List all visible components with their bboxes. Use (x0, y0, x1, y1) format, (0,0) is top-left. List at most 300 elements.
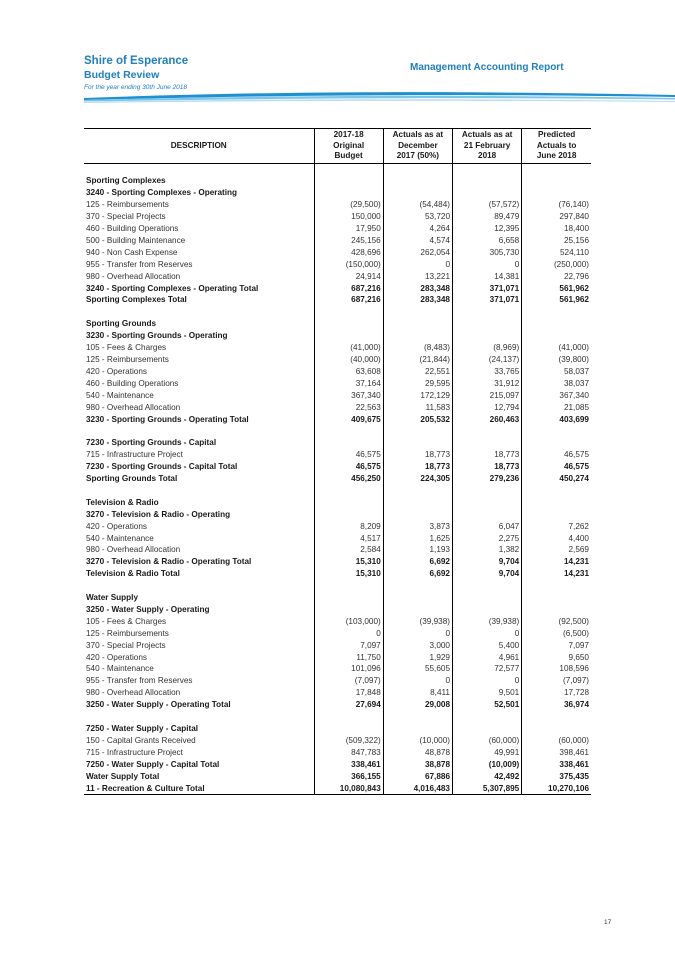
row-value: 17,728 (522, 687, 591, 699)
row-value: (39,800) (522, 354, 591, 366)
row-description: 7230 - Sporting Grounds - Capital Total (86, 462, 238, 472)
row-value: 524,110 (522, 247, 591, 259)
row-value (522, 592, 591, 604)
row-description: 3250 - Water Supply - Operating (86, 604, 210, 614)
table-row-spacer (84, 485, 591, 497)
table-row (84, 259, 591, 271)
table-body (84, 163, 591, 795)
table-row (84, 271, 591, 283)
row-value: 297,840 (522, 211, 591, 223)
row-value: 9,650 (522, 652, 591, 664)
row-value: (8,483) (383, 342, 452, 354)
table-row-heading (84, 759, 591, 771)
row-value: 1,382 (453, 544, 522, 556)
row-value (453, 163, 522, 175)
table-row (84, 652, 591, 664)
row-value (383, 163, 452, 175)
row-value: 22,551 (383, 366, 452, 378)
row-value: 150,000 (314, 211, 383, 223)
row-description: 500 - Building Maintenance (86, 235, 186, 245)
row-value: 14,231 (522, 568, 591, 580)
row-value: 27,694 (314, 699, 383, 711)
row-description: 7250 - Water Supply - Capital (86, 724, 199, 733)
row-value (383, 485, 452, 497)
row-value: 38,878 (383, 759, 452, 771)
row-value: 4,574 (383, 235, 452, 247)
row-description: Sporting Complexes (86, 176, 166, 186)
row-value (383, 175, 452, 187)
table-row-heading (84, 723, 591, 735)
row-value: (57,572) (453, 199, 522, 211)
row-value (383, 592, 452, 604)
row-description: 125 - Reimbursements (86, 354, 169, 364)
row-description: 940 - Non Cash Expense (86, 247, 178, 257)
table-row-heading (84, 473, 591, 485)
row-value: 63,608 (314, 366, 383, 378)
row-value: 17,848 (314, 687, 383, 699)
row-value (522, 306, 591, 318)
row-value (383, 711, 452, 723)
row-value: 375,435 (522, 771, 591, 783)
row-value: 29,008 (383, 699, 452, 711)
row-value: (92,500) (522, 616, 591, 628)
row-value (383, 437, 452, 449)
table-row (84, 366, 591, 378)
table-row (84, 675, 591, 687)
row-value: 6,658 (453, 235, 522, 247)
table-row (84, 533, 591, 545)
table-row (84, 663, 591, 675)
table-row-heading (84, 592, 591, 604)
row-value: 260,463 (453, 414, 522, 426)
row-value: 403,699 (522, 414, 591, 426)
row-value: 2,569 (522, 544, 591, 556)
row-value (522, 604, 591, 616)
table-row (84, 616, 591, 628)
row-value: 36,974 (522, 699, 591, 711)
row-description (84, 711, 314, 723)
row-value (314, 330, 383, 342)
table-row (84, 378, 591, 390)
row-value: 561,962 (522, 283, 591, 295)
row-value: 38,037 (522, 378, 591, 390)
report-subtitle: Budget Review (84, 69, 160, 81)
table-row-heading (84, 497, 591, 509)
row-value: 72,577 (453, 663, 522, 675)
row-value (522, 509, 591, 521)
row-value: 89,479 (453, 211, 522, 223)
table-row (84, 211, 591, 223)
row-value: (41,000) (314, 342, 383, 354)
column-header-line: 21 February (463, 140, 511, 150)
row-description: 980 - Overhead Allocation (86, 545, 181, 555)
row-value (314, 604, 383, 616)
row-value: 6,692 (383, 556, 452, 568)
row-description: 3230 - Sporting Grounds - Operating (86, 331, 228, 341)
row-description: 3270 - Television & Radio - Operating Total (86, 557, 252, 567)
row-value: 10,080,843 (314, 783, 383, 795)
column-header-line: 2017-18 (333, 130, 364, 139)
table-row-spacer (84, 425, 591, 437)
row-value: 8,209 (314, 521, 383, 533)
row-description: 3240 - Sporting Complexes - Operating Total (86, 283, 259, 293)
row-value (522, 318, 591, 330)
row-value: 172,129 (383, 390, 452, 402)
row-value (314, 723, 383, 735)
row-value: 371,071 (453, 294, 522, 306)
row-value: 6,692 (383, 568, 452, 580)
row-value: 49,991 (453, 747, 522, 759)
report-header (84, 55, 188, 92)
row-value: (41,000) (522, 342, 591, 354)
row-value (314, 187, 383, 199)
table-row (84, 544, 591, 556)
column-header (383, 129, 452, 164)
row-value: 18,773 (453, 461, 522, 473)
row-description: 715 - Infrastructure Project (86, 747, 183, 757)
row-value: 0 (383, 628, 452, 640)
row-value: 55,605 (383, 663, 452, 675)
row-description (84, 425, 314, 437)
row-value (383, 330, 452, 342)
row-value (453, 306, 522, 318)
row-value (383, 604, 452, 616)
row-value: (6,500) (522, 628, 591, 640)
column-header-line: Original (333, 140, 365, 150)
row-value (453, 318, 522, 330)
row-value: (7,097) (522, 675, 591, 687)
row-value: (150,000) (314, 259, 383, 271)
row-value: (10,009) (453, 759, 522, 771)
row-value: 338,461 (314, 759, 383, 771)
row-value: 0 (453, 675, 522, 687)
row-value: 7,097 (314, 640, 383, 652)
row-value: 847,783 (314, 747, 383, 759)
row-description: Sporting Grounds Total (86, 474, 178, 484)
row-value: 6,047 (453, 521, 522, 533)
row-description (84, 163, 314, 175)
row-description: 105 - Fees & Charges (86, 616, 167, 626)
row-value: 101,096 (314, 663, 383, 675)
row-value: (39,938) (383, 616, 452, 628)
row-description: 420 - Operations (86, 652, 147, 662)
row-value: 279,236 (453, 473, 522, 485)
column-header-line: Actuals to (536, 140, 577, 150)
row-value: 58,037 (522, 366, 591, 378)
row-value (522, 497, 591, 509)
row-value (314, 163, 383, 175)
row-value (314, 306, 383, 318)
row-value: 46,575 (314, 461, 383, 473)
row-value (453, 425, 522, 437)
row-description: 3270 - Television & Radio - Operating (86, 509, 231, 519)
row-value (383, 723, 452, 735)
table-row (84, 687, 591, 699)
row-value (314, 497, 383, 509)
row-value: (509,322) (314, 735, 383, 747)
row-value: 2,275 (453, 533, 522, 545)
row-value: 9,704 (453, 568, 522, 580)
row-value (522, 723, 591, 735)
row-value (314, 425, 383, 437)
table-row-heading (84, 175, 591, 187)
row-value (522, 580, 591, 592)
row-value: 33,765 (453, 366, 522, 378)
table-row (84, 223, 591, 235)
row-description: 540 - Maintenance (86, 664, 154, 674)
row-value: 1,929 (383, 652, 452, 664)
row-value: 5,400 (453, 640, 522, 652)
row-value: (39,938) (453, 616, 522, 628)
table-row-heading (84, 283, 591, 295)
table-row-heading (84, 187, 591, 199)
row-value: 18,773 (453, 449, 522, 461)
row-value (453, 604, 522, 616)
row-description (84, 306, 314, 318)
table-header-row (84, 129, 591, 164)
row-value (383, 497, 452, 509)
column-header-line (86, 151, 312, 162)
row-value (314, 509, 383, 521)
table-row-heading (84, 699, 591, 711)
row-description: 980 - Overhead Allocation (86, 688, 181, 698)
row-value: 1,625 (383, 533, 452, 545)
row-value: 14,381 (453, 271, 522, 283)
row-value: 37,164 (314, 378, 383, 390)
row-description: 370 - Special Projects (86, 212, 166, 222)
row-value: 67,886 (383, 771, 452, 783)
row-value: 17,950 (314, 223, 383, 235)
table-row (84, 235, 591, 247)
row-value: 42,492 (453, 771, 522, 783)
row-value: 18,773 (383, 461, 452, 473)
row-value: 18,773 (383, 449, 452, 461)
row-value: 4,016,483 (383, 783, 452, 795)
row-description: 540 - Maintenance (86, 390, 154, 400)
row-value: 21,085 (522, 402, 591, 414)
row-description: 125 - Reimbursements (86, 628, 169, 638)
row-description: 540 - Maintenance (86, 533, 154, 543)
row-value: 25,156 (522, 235, 591, 247)
row-value: 398,461 (522, 747, 591, 759)
row-value: (8,969) (453, 342, 522, 354)
row-value: 7,097 (522, 640, 591, 652)
row-description: 955 - Transfer from Reserves (86, 676, 193, 686)
table-row-heading (84, 414, 591, 426)
row-value: (10,000) (383, 735, 452, 747)
row-value (453, 723, 522, 735)
row-description: 420 - Operations (86, 521, 147, 531)
row-value (522, 425, 591, 437)
row-value: 13,221 (383, 271, 452, 283)
row-value (453, 580, 522, 592)
row-value: 5,307,895 (453, 783, 522, 795)
row-value: 215,097 (453, 390, 522, 402)
row-value: 456,250 (314, 473, 383, 485)
row-value: (60,000) (453, 735, 522, 747)
row-value: 245,156 (314, 235, 383, 247)
row-value: 22,796 (522, 271, 591, 283)
row-value: 10,270,106 (522, 783, 591, 795)
table-row-heading (84, 771, 591, 783)
row-value (522, 175, 591, 187)
row-value: 14,231 (522, 556, 591, 568)
row-description: 980 - Overhead Allocation (86, 402, 181, 412)
row-value (314, 711, 383, 723)
row-value (314, 175, 383, 187)
table-row-spacer (84, 580, 591, 592)
table-row (84, 247, 591, 259)
row-value: (24,137) (453, 354, 522, 366)
row-value (314, 437, 383, 449)
column-header (314, 129, 383, 164)
row-value (453, 485, 522, 497)
table-row-heading (84, 568, 591, 580)
column-header-line: June 2018 (536, 151, 577, 160)
row-value (453, 497, 522, 509)
row-value: 3,000 (383, 640, 452, 652)
row-value: 0 (453, 628, 522, 640)
row-value: 0 (383, 675, 452, 687)
row-description: Water Supply (86, 593, 139, 603)
table-row (84, 747, 591, 759)
row-description: 460 - Building Operations (86, 378, 179, 388)
row-value: 15,310 (314, 556, 383, 568)
table-row (84, 735, 591, 747)
report-period: For the year ending 30th June 2018 (84, 84, 187, 91)
row-value: 52,501 (453, 699, 522, 711)
row-value (522, 485, 591, 497)
row-value: 367,340 (314, 390, 383, 402)
row-value: 2,584 (314, 544, 383, 556)
table-row-spacer (84, 163, 591, 175)
table-row-spacer (84, 306, 591, 318)
row-description: 460 - Building Operations (86, 224, 179, 234)
row-value (383, 306, 452, 318)
row-value: 0 (383, 259, 452, 271)
table-row-heading (84, 783, 591, 795)
budget-review-table (84, 128, 591, 795)
table-row (84, 449, 591, 461)
page-number: 17 (604, 919, 612, 926)
row-value: 262,054 (383, 247, 452, 259)
row-value (314, 580, 383, 592)
row-description (84, 580, 314, 592)
table-row (84, 199, 591, 211)
row-value: 450,274 (522, 473, 591, 485)
row-description: Water Supply Total (86, 771, 160, 781)
row-value (522, 711, 591, 723)
table-row-heading (84, 556, 591, 568)
report-name: Management Accounting Report (410, 62, 564, 73)
row-description: 3230 - Sporting Grounds - Operating Total (86, 414, 249, 424)
column-header-line: Budget (334, 151, 363, 160)
column-header-line: Actuals as at (461, 130, 513, 139)
row-value: 561,962 (522, 294, 591, 306)
organisation-name: Shire of Esperance (84, 55, 189, 67)
row-value (383, 425, 452, 437)
row-value: 4,264 (383, 223, 452, 235)
table-row-heading (84, 604, 591, 616)
row-value: 371,071 (453, 283, 522, 295)
row-description: Sporting Complexes Total (86, 295, 187, 305)
row-value: 22,563 (314, 402, 383, 414)
row-description: 370 - Special Projects (86, 640, 166, 650)
row-value: 1,193 (383, 544, 452, 556)
row-description: 150 - Capital Grants Received (86, 735, 196, 745)
row-value: (76,140) (522, 199, 591, 211)
row-value (522, 187, 591, 199)
row-value (383, 318, 452, 330)
table-row-heading (84, 318, 591, 330)
row-value (453, 437, 522, 449)
row-description: 955 - Transfer from Reserves (86, 259, 193, 269)
column-header-description (84, 129, 314, 164)
row-value: 0 (314, 628, 383, 640)
table-row (84, 640, 591, 652)
row-value: 305,730 (453, 247, 522, 259)
row-value: 46,575 (522, 461, 591, 473)
row-value: 46,575 (314, 449, 383, 461)
row-description: 420 - Operations (86, 366, 147, 376)
row-value: 31,912 (453, 378, 522, 390)
table-row-spacer (84, 711, 591, 723)
row-description: 105 - Fees & Charges (86, 343, 167, 353)
table-row-heading (84, 509, 591, 521)
column-header-line: 2018 (478, 151, 497, 160)
row-description (84, 485, 314, 497)
row-value: 11,583 (383, 402, 452, 414)
row-value: (60,000) (522, 735, 591, 747)
row-value: 29,595 (383, 378, 452, 390)
row-value (453, 592, 522, 604)
row-value (314, 592, 383, 604)
row-value: 283,348 (383, 283, 452, 295)
column-header-line (86, 130, 312, 141)
table-row (84, 342, 591, 354)
row-value: (103,000) (314, 616, 383, 628)
column-header-line: 2017 (50%) (396, 151, 440, 160)
row-value (314, 318, 383, 330)
row-description: 980 - Overhead Allocation (86, 271, 181, 281)
table-row (84, 354, 591, 366)
row-value: 367,340 (522, 390, 591, 402)
row-description: Television & Radio (86, 497, 159, 507)
row-value: 9,704 (453, 556, 522, 568)
row-value (522, 163, 591, 175)
column-header-line: DESCRIPTION (170, 140, 227, 150)
row-description: 125 - Reimbursements (86, 200, 169, 210)
row-value: 15,310 (314, 568, 383, 580)
row-value: (250,000) (522, 259, 591, 271)
table-row (84, 390, 591, 402)
row-description: 7230 - Sporting Grounds - Capital (86, 438, 217, 448)
row-value: 283,348 (383, 294, 452, 306)
row-value: 338,461 (522, 759, 591, 771)
row-description: 3240 - Sporting Complexes - Operating (86, 188, 238, 198)
column-header-line: Predicted (537, 130, 576, 139)
row-description: 715 - Infrastructure Project (86, 450, 183, 460)
row-description: Television & Radio Total (86, 569, 180, 579)
row-value: 687,216 (314, 283, 383, 295)
column-header (522, 129, 591, 164)
row-value (453, 711, 522, 723)
row-value (453, 509, 522, 521)
row-value: (29,500) (314, 199, 383, 211)
row-value: 9,501 (453, 687, 522, 699)
row-value: 224,305 (383, 473, 452, 485)
column-header-line: December (398, 140, 438, 150)
